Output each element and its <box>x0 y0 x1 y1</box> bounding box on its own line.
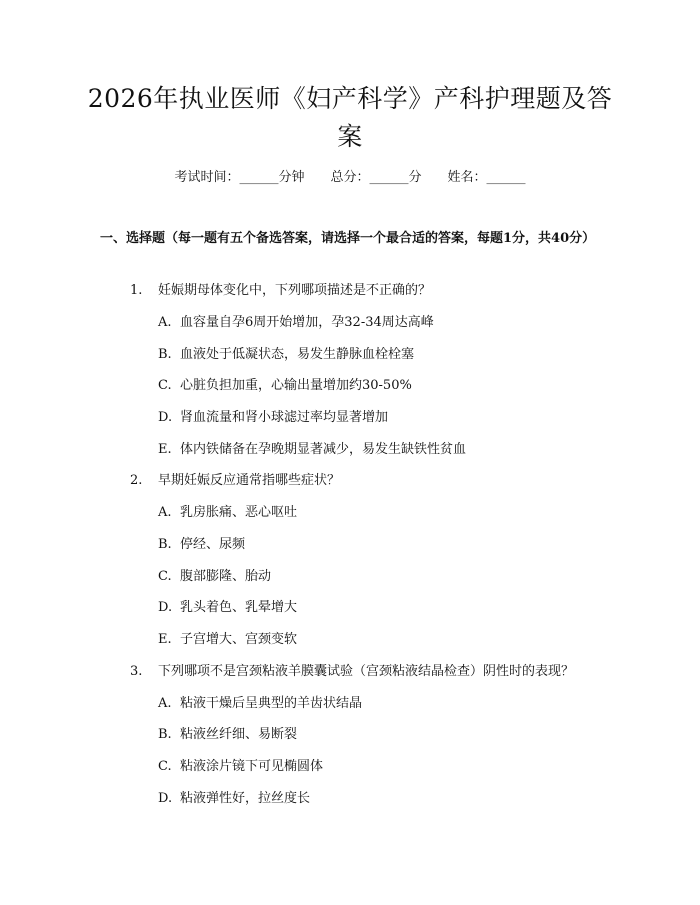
option-text: 血容量自孕6周开始增加，孕32-34周达高峰 <box>180 315 434 330</box>
option-text: 血液处于低凝状态，易发生静脉血栓栓塞 <box>180 347 415 362</box>
option-letter: C. <box>158 569 172 584</box>
question-text: 早期妊娠反应通常指哪些症状？ <box>158 473 341 488</box>
option-2e <box>158 630 297 650</box>
option-text: 心脏负担加重，心输出量增加约30-50% <box>180 378 412 393</box>
option-2b <box>158 535 245 555</box>
option-1c <box>158 376 412 396</box>
option-text: 粘液丝纤细、易断裂 <box>180 727 298 742</box>
option-letter: A. <box>158 696 172 711</box>
section-heading: 一、选择题（每一题有五个备选答案，请选择一个最合适的答案，每题1分，共40分） <box>100 231 596 246</box>
option-text: 肾血流量和肾小球滤过率均显著增加 <box>180 410 389 425</box>
option-1b <box>158 345 414 365</box>
option-text: 停经、尿频 <box>180 537 246 552</box>
option-letter: B. <box>158 727 172 742</box>
option-letter: A. <box>158 505 172 520</box>
option-text: 乳头着色、乳晕增大 <box>180 600 298 615</box>
question-1 <box>130 281 431 301</box>
option-letter: E. <box>158 632 172 647</box>
option-letter: C. <box>158 378 172 393</box>
option-text: 腹部膨隆、胎动 <box>180 569 272 584</box>
option-text: 体内铁储备在孕晚期显著减少，易发生缺铁性贫血 <box>180 442 467 457</box>
option-text: 乳房胀痛、恶心呕吐 <box>180 505 298 520</box>
option-text: 粘液弹性好，拉丝度长 <box>180 791 311 806</box>
question-2 <box>130 471 340 491</box>
option-2a <box>158 503 297 523</box>
question-3 <box>130 662 574 682</box>
option-1d <box>158 408 388 428</box>
name-field: 姓名：______ <box>447 170 526 185</box>
option-1a <box>158 313 434 333</box>
document-title: 2026年执业医师《妇产科学》产科护理题及答案 <box>87 84 613 151</box>
option-letter: D. <box>158 600 173 615</box>
question-text: 下列哪项不是宫颈粘液羊膜囊试验（宫颈粘液结晶检查）阴性时的表现？ <box>158 664 575 679</box>
option-text: 子宫增大、宫颈变软 <box>180 632 298 647</box>
option-letter: C. <box>158 759 172 774</box>
exam-time-field: 考试时间：______分钟 <box>174 170 305 185</box>
question-number: 2. <box>130 473 143 488</box>
option-2d <box>158 598 297 618</box>
option-text: 粘液涂片镜下可见椭圆体 <box>180 759 324 774</box>
option-letter: D. <box>158 791 173 806</box>
option-3d <box>158 789 310 809</box>
option-letter: E. <box>158 442 172 457</box>
option-3b <box>158 725 297 745</box>
exam-info-line <box>0 168 700 188</box>
question-text: 妊娠期母体变化中，下列哪项描述是不正确的？ <box>158 283 432 298</box>
option-letter: B. <box>158 347 172 362</box>
total-score-field: 总分：______分 <box>330 170 422 185</box>
option-2c <box>158 567 271 587</box>
option-letter: B. <box>158 537 172 552</box>
option-1e <box>158 440 466 460</box>
option-3a <box>158 694 362 714</box>
option-3c <box>158 757 323 777</box>
option-letter: D. <box>158 410 173 425</box>
question-number: 1. <box>130 283 143 298</box>
question-number: 3. <box>130 664 143 679</box>
option-letter: A. <box>158 315 172 330</box>
option-text: 粘液干燥后呈典型的羊齿状结晶 <box>180 696 363 711</box>
